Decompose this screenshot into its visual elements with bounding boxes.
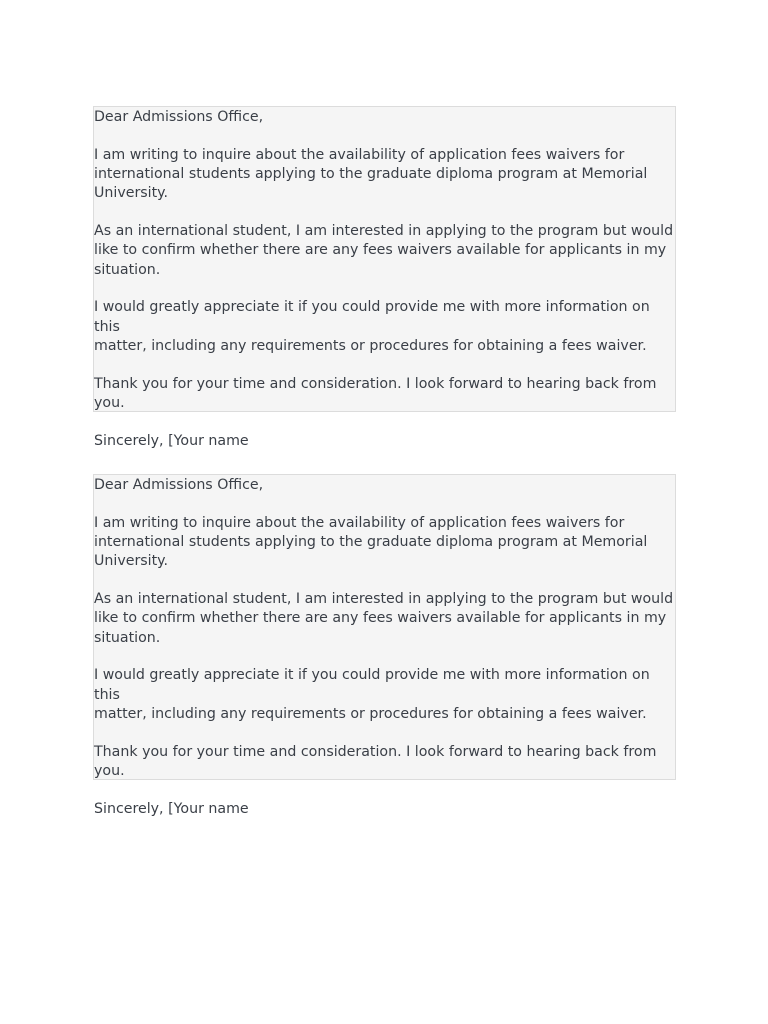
salutation: Dear Admissions Office, [94, 109, 264, 125]
body-paragraph: I am writing to inquire about the availability of application fees waivers for international students applying to the graduate diploma program at Memorial University. [94, 514, 648, 570]
body-paragraph: As an international student, I am interested in applying to the program but would like to confirm whether there are any fees waivers available for applicants in my situation. [94, 590, 674, 646]
letter-box [93, 474, 676, 817]
body-paragraph: Thank you for your time and consideration. I look forward to hearing back from you. [94, 375, 657, 411]
body-paragraph: I would greatly appreciate it if you could provide me with more information on this matter, including any requirements or procedures for obtaining a fees waiver. [94, 299, 650, 354]
body-paragraph: Thank you for your time and consideration. I look forward to hearing back from you. [94, 743, 657, 779]
body-paragraph: As an international student, I am interested in applying to the program but would like to confirm whether there are any fees waivers available for applicants in my situation. [94, 222, 674, 278]
closing: Sincerely, [Your name [94, 432, 249, 449]
letter-box [93, 106, 676, 449]
salutation: Dear Admissions Office, [94, 477, 264, 493]
closing: Sincerely, [Your name [94, 800, 249, 817]
body-paragraph: I am writing to inquire about the availability of application fees waivers for international students applying to the graduate diploma program at Memorial University. [94, 146, 648, 202]
body-paragraph: I would greatly appreciate it if you could provide me with more information on this matter, including any requirements or procedures for obtaining a fees waiver. [94, 667, 650, 722]
